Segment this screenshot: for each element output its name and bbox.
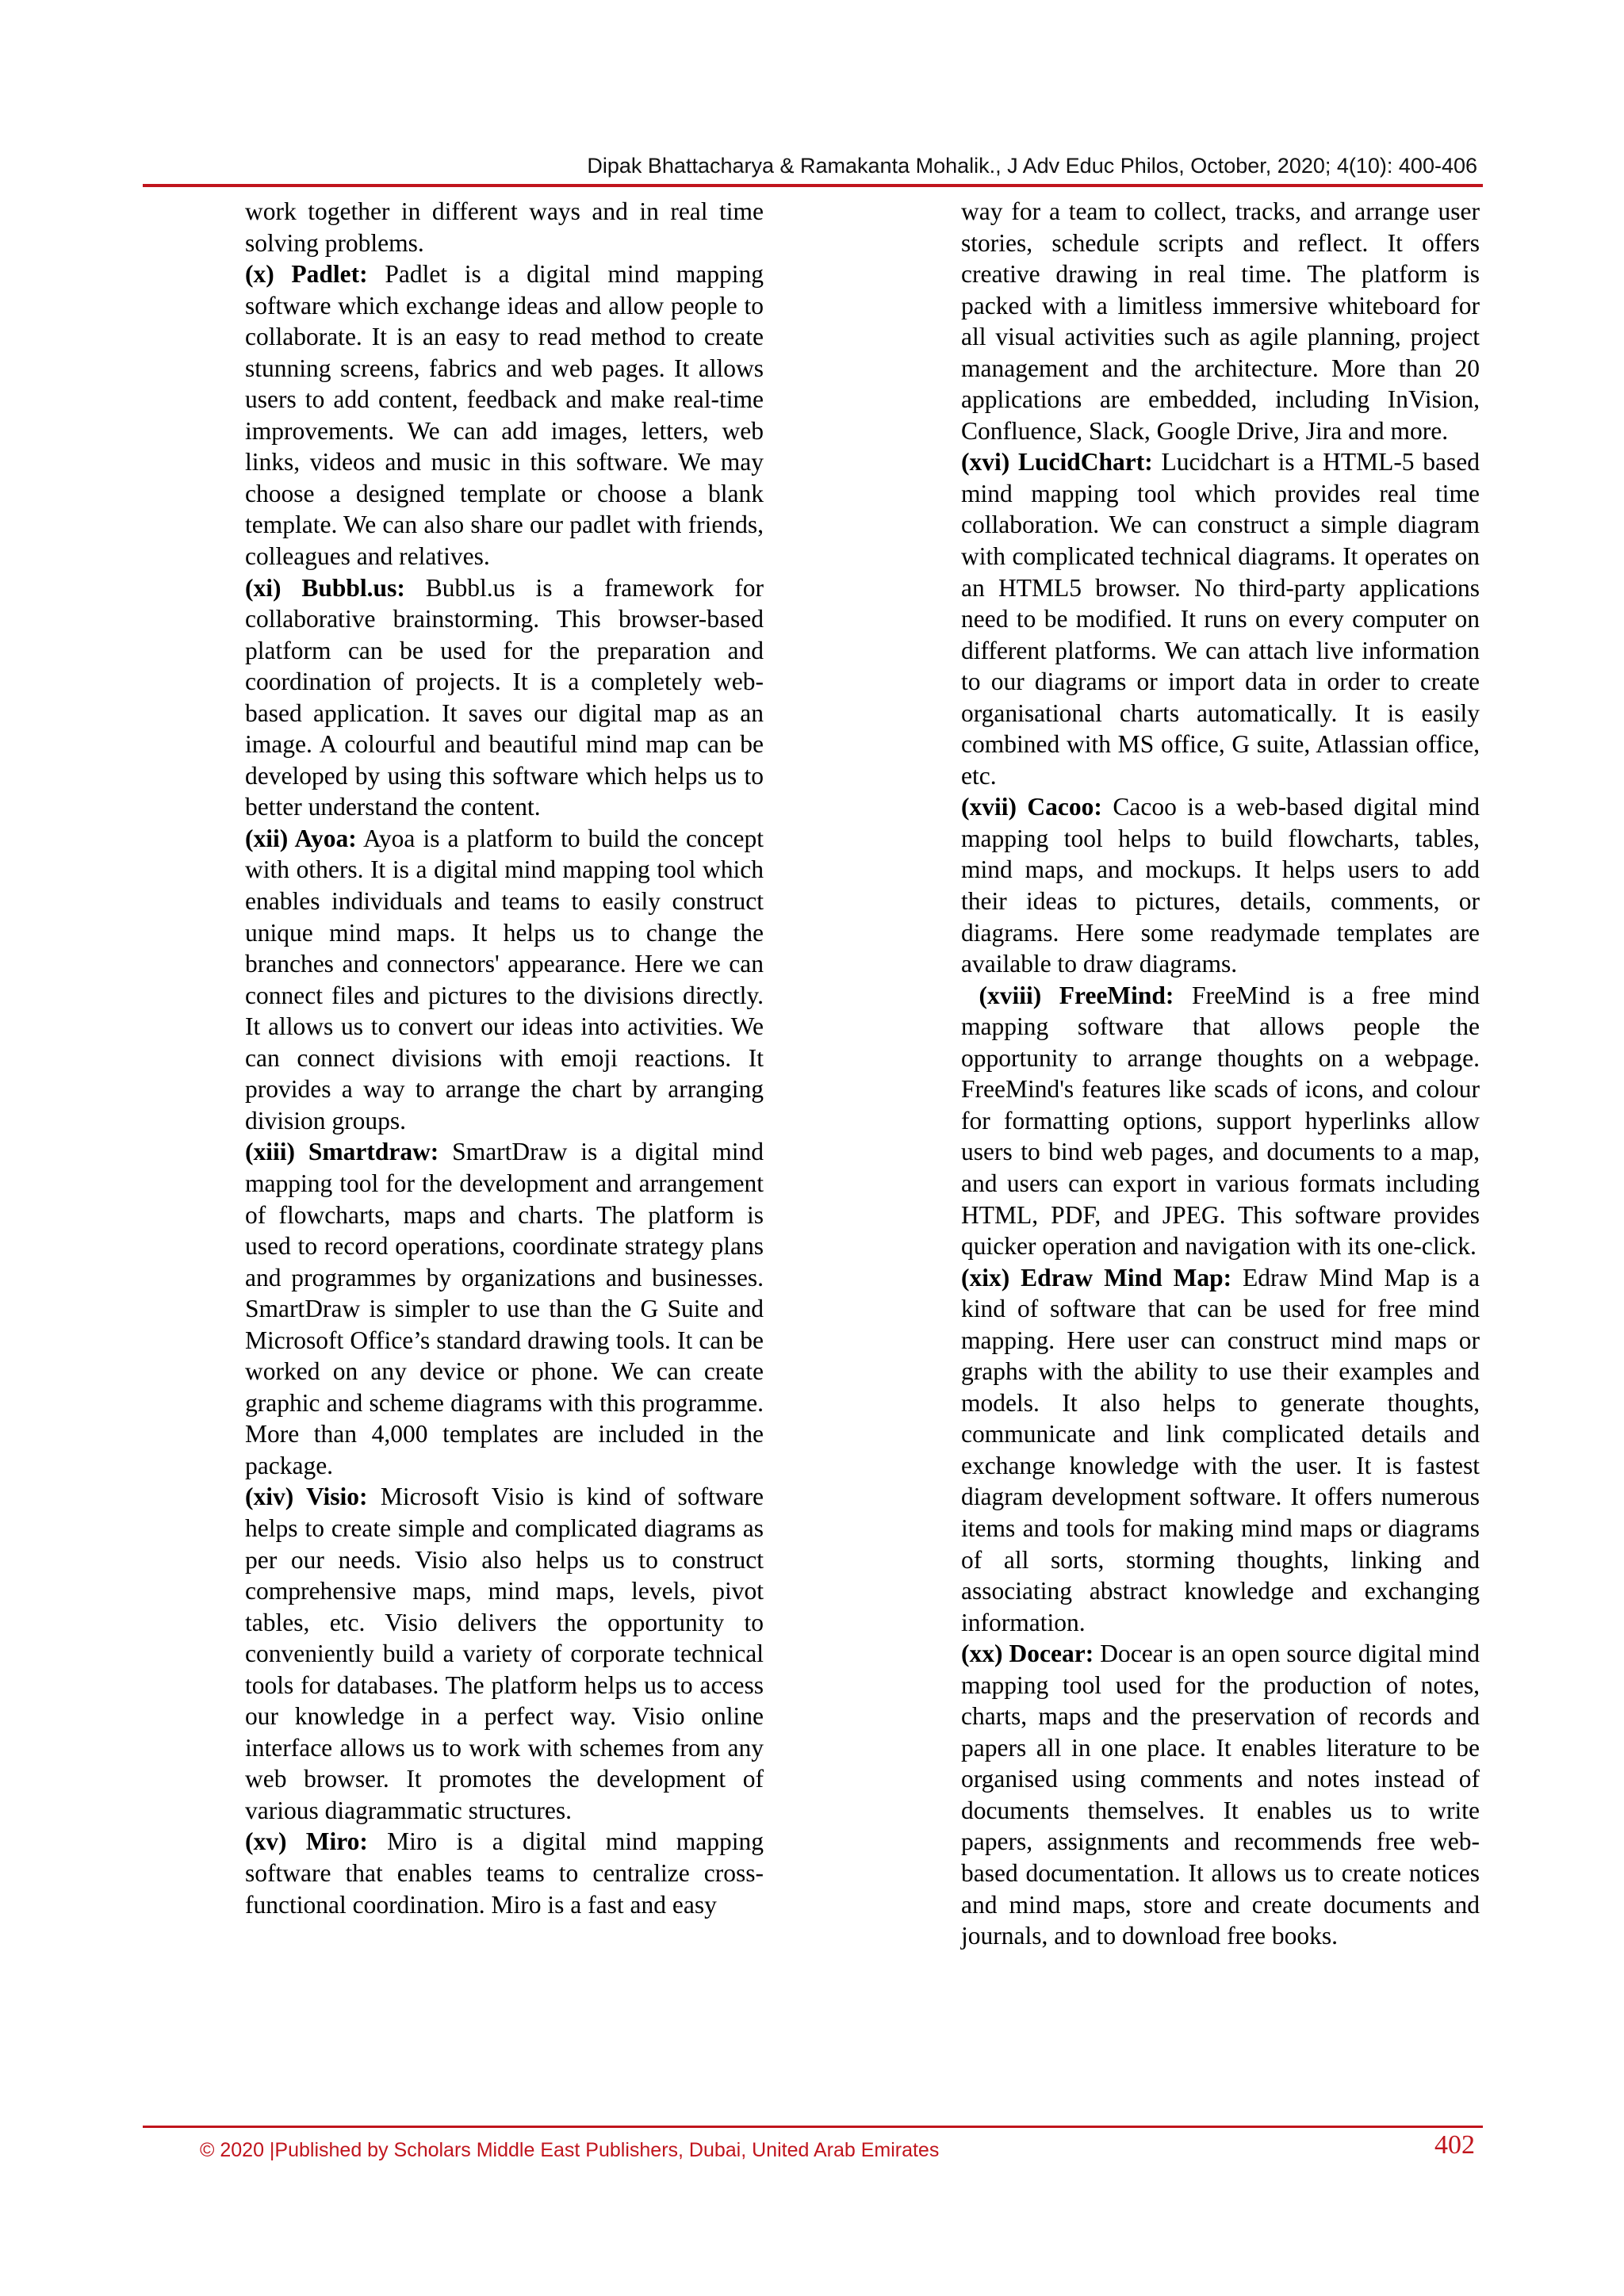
paragraph-ayoa	[245, 823, 764, 1136]
paragraph-bubbl-us	[245, 572, 764, 823]
paragraph-cacoo	[961, 791, 1480, 979]
right-column	[961, 196, 1480, 1952]
paragraph-text: FreeMind is a free mind mapping software that allows people the opportunity to arrange thoughts on a webpage. FreeMind's features like scads of icons, and colour for formatting options, support hyperlinks allow users to bind web pages, and documents to a map, and users can export in various formats including HTML, PDF, and JPEG. This software provides quicker operation and navigation with its one-click.	[961, 981, 1480, 1261]
paragraph-heading: (xiii) Smartdraw:	[245, 1138, 439, 1166]
paragraph-heading: (x) Padlet:	[245, 260, 368, 289]
paragraph-freemind	[961, 980, 1480, 1262]
paragraph-text: Docear is an open source digital mind mapping tool used for the production of notes, charts, maps and the preservation of records and papers all in one place. It enables literature to be organised using comments and notes instead of documents themselves. It enables us to write papers, assignments and recommends free web-based documentation. It allows us to create notices and mind maps, store and create documents and journals, and to download free books.	[961, 1640, 1480, 1950]
paragraph-text: Microsoft Visio is kind of software helps to create simple and complicated diagrams as per our needs. Visio also helps us to construct comprehensive maps, mind maps, levels, pivot tables, etc. Visio delivers the opportunity to conveniently build a variety of corporate technical tools for databases. The platform helps us to access our knowledge in a perfect way. Visio online interface allows us to work with schemes from any web browser. It promotes the development of various diagrammatic structures.	[245, 1483, 764, 1824]
paragraph-text: Bubbl.us is a framework for collaborative brainstorming. This browser-based platform can be used for the preparation and coordination of projects. It is a completely web-based application. It saves our digital map as an image. A colourful and beautiful mind map can be developed by using this software which helps us to better understand the content.	[245, 573, 764, 821]
paragraph-heading: (xvi) LucidChart:	[961, 448, 1153, 476]
footer-rule	[143, 2126, 1483, 2128]
running-head-citation: Dipak Bhattacharya & Ramakanta Mohalik., J Adv Educ Philos, October, 2020; 4(10): 400-406	[587, 154, 1477, 178]
left-column	[245, 196, 764, 1920]
footer-copyright: © 2020 |Published by Scholars Middle East Publishers, Dubai, United Arab Emirates	[200, 2139, 940, 2161]
paragraph-miro	[245, 1826, 764, 1920]
paragraph-heading: (xii) Ayoa:	[245, 824, 357, 852]
paragraph-text: way for a team to collect, tracks, and arrange user stories, schedule scripts and reflect. It offers creative drawing in real time. The platform is packed with a limitless immersive whiteboard for all visual activities such as agile planning, project management and the architecture. More than 20 applications are embedded, including InVision, Confluence, Slack, Google Drive, Jira and more.	[961, 197, 1480, 445]
paragraph-heading: (xv) Miro:	[245, 1827, 368, 1856]
paragraph-text: Edraw Mind Map is a kind of software that can be used for free mind mapping. Here user can construct mind maps or graphs with the ability to use their examples and models. It also helps to generate thoughts, communicate and link complicated details and exchange knowledge with the user. It is fastest diagram development software. It offers numerous items and tools for making mind maps or diagrams of all sorts, storming thoughts, linking and associating abstract knowledge and exchanging information.	[961, 1263, 1480, 1636]
paragraph-heading: (xix) Edraw Mind Map:	[961, 1263, 1232, 1292]
paragraph-text: Cacoo is a web-based digital mind mapping tool helps to build flowcharts, tables, mind maps, and mockups. It helps users to add their ideas to pictures, details, comments, or diagrams. Here some readymade templates are available to draw diagrams.	[961, 793, 1480, 978]
paragraph-continuation	[245, 196, 764, 258]
paragraph-text: work together in different ways and in real time solving problems.	[245, 197, 764, 257]
paragraph-visio	[245, 1481, 764, 1826]
paragraph-text: Lucidchart is a HTML-5 based mind mapping tool which provides real time collaboration. We can construct a simple diagram with complicated technical diagrams. It operates on an HTML5 browser. No third-party applications need to be modified. It runs on every computer on different platforms. We can attach live information to our diagrams or import data in order to create organisational charts automatically. It is easily combined with MS office, G suite, Atlassian office, etc.	[961, 448, 1480, 790]
paragraph-docear	[961, 1638, 1480, 1951]
header-rule	[143, 184, 1483, 187]
paragraph-heading: (xvii) Cacoo:	[961, 793, 1102, 821]
paragraph-heading: (xx) Docear:	[961, 1640, 1094, 1668]
paragraph-smartdraw	[245, 1136, 764, 1481]
paragraph-lucidchart	[961, 446, 1480, 791]
paragraph-text: Miro is a digital mind mapping software that enables teams to centralize cross-functional coordination. Miro is a fast and easy	[245, 1827, 764, 1919]
paragraph-heading: (xviii) FreeMind:	[979, 981, 1174, 1009]
paragraph-padlet	[245, 258, 764, 572]
paragraph-text: Padlet is a digital mind mapping software which exchange ideas and allow people to collaborate. It is an easy to read method to create stunning screens, fabrics and web pages. It allows users to add content, feedback and make real-time improvements. We can add images, letters, web links, videos and music in this software. We may choose a designed template or choose a blank template. We can also share our padlet with friends, colleagues and relatives.	[245, 260, 764, 571]
paragraph-edraw-mind-map	[961, 1262, 1480, 1639]
paragraph-heading: (xi) Bubbl.us:	[245, 573, 405, 602]
page-number: 402	[1434, 2130, 1475, 2160]
paragraph-text: Ayoa is a platform to build the concept with others. It is a digital mind mapping tool which enables individuals and teams to easily construct unique mind maps. It helps us to change the branches and connectors' appearance. Here we can connect files and pictures to the divisions directly. It allows us to convert our ideas into activities. We can connect divisions with emoji reactions. It provides a way to arrange the chart by arranging division groups.	[245, 824, 764, 1135]
paragraph-text: SmartDraw is a digital mind mapping tool for the development and arrangement of flowcharts, maps and charts. The platform is used to record operations, coordinate strategy plans and programmes by organizations and businesses. SmartDraw is simpler to use than the G Suite and Microsoft Office’s standard drawing tools. It can be worked on any device or phone. We can create graphic and scheme diagrams with this programme. More than 4,000 templates are included in the package.	[245, 1138, 764, 1479]
paragraph-continuation	[961, 196, 1480, 446]
paragraph-heading: (xiv) Visio:	[245, 1483, 368, 1511]
